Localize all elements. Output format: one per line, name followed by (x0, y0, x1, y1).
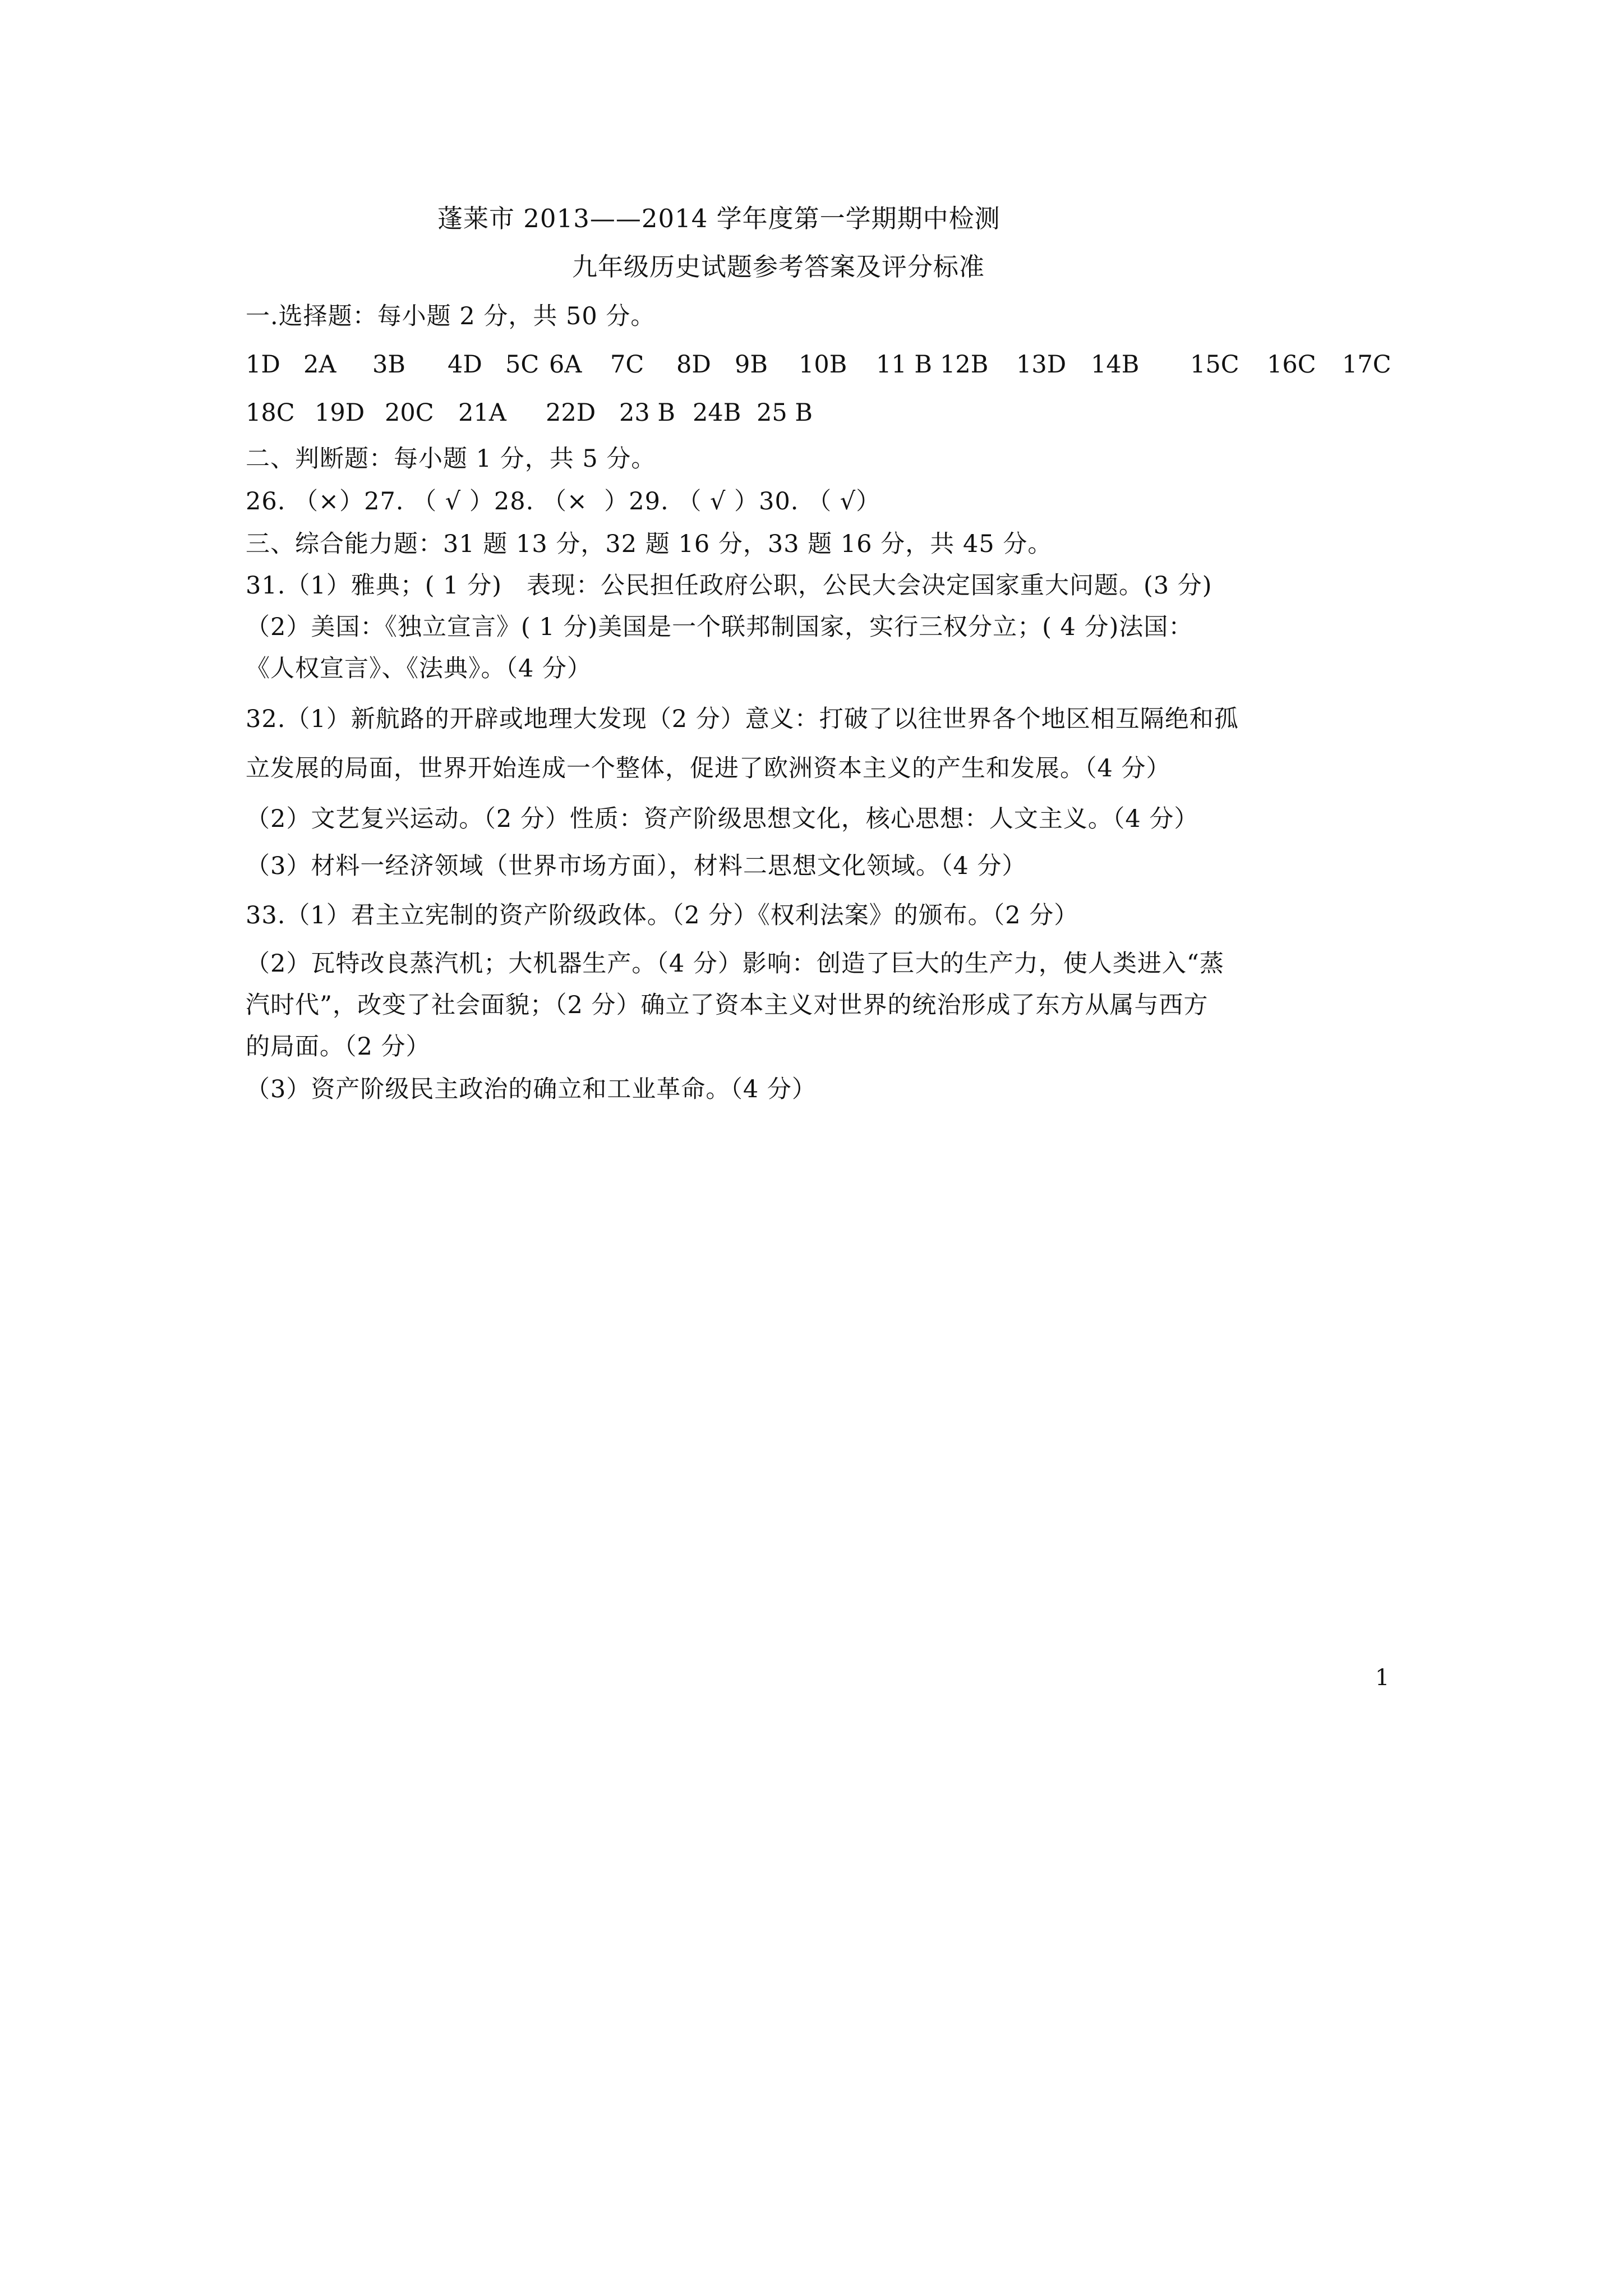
choice-answer: 3B (372, 351, 405, 379)
choice-answer: 17C (1342, 351, 1391, 379)
judgment-answers: 26. （×）27. （ √ ）28. （× ）29. （ √ ）30. （ √） (246, 487, 881, 516)
choice-answer: 21A (458, 399, 506, 427)
answer-line: （2）瓦特改良蒸汽机；大机器生产。（4 分）影响：创造了巨大的生产力，使人类进入“蒸 (246, 950, 1224, 978)
choice-answer: 19D (315, 399, 365, 427)
choice-answer: 1D (246, 351, 280, 379)
choice-answer: 9B (735, 351, 768, 379)
choice-answer: 16C (1267, 351, 1316, 379)
choice-answer: 8D (676, 351, 711, 379)
answer-line: 31.（1）雅典；( 1 分) 表现：公民担任政府公职，公民大会决定国家重大问题。(3 分) (246, 572, 1212, 600)
choice-answer: 18C (246, 399, 295, 427)
choice-answer: 5C (505, 351, 540, 379)
answer-line: （3）材料一经济领域（世界市场方面），材料二思想文化领域。（4 分） (246, 852, 1027, 880)
choice-answer: 2A (303, 351, 336, 379)
choice-answer: 23 B (619, 399, 675, 427)
answer-line: 的局面。（2 分） (246, 1033, 431, 1061)
page-number: 1 (1375, 1665, 1390, 1691)
choice-answer: 22D (546, 399, 596, 427)
choice-answer: 24B (693, 399, 741, 427)
answer-line: 立发展的局面，世界开始连成一个整体，促进了欧洲资本主义的产生和发展。（4 分） (246, 754, 1171, 783)
choice-answer: 20C (385, 399, 434, 427)
answer-line: 《人权宣言》、《法典》。（4 分） (246, 655, 592, 683)
answer-line: 32.（1）新航路的开辟或地理大发现（2 分）意义：打破了以往世界各个地区相互隔绝和孤 (246, 705, 1239, 733)
choice-answer: 12B (940, 351, 989, 379)
choice-answer: 14B (1091, 351, 1140, 379)
answer-line: 33.（1）君主立宪制的资产阶级政体。（2 分）《权利法案》的颁布。（2 分） (246, 901, 1079, 930)
answer-line: （3）资产阶级民主政治的确立和工业革命。（4 分） (246, 1075, 817, 1103)
choice-answer: 10B (799, 351, 847, 379)
choice-answer: 6A (549, 351, 582, 379)
document-subtitle: 九年级历史试题参考答案及评分标准 (572, 252, 985, 282)
document-title: 蓬莱市 2013——2014 学年度第一学期期中检测 (437, 204, 1000, 233)
section1-heading: 一.选择题：每小题 2 分，共 50 分。 (246, 302, 656, 330)
choice-answer: 15C (1190, 351, 1239, 379)
section2-heading: 二、判断题：每小题 1 分，共 5 分。 (246, 445, 656, 473)
choice-answer: 4D (448, 351, 482, 379)
choice-answers-row2 (246, 397, 813, 429)
choice-answer: 25 B (757, 399, 813, 427)
choice-answer: 7C (610, 351, 644, 379)
choice-answer: 13D (1016, 351, 1067, 379)
answer-line: 汽时代”，改变了社会面貌；（2 分）确立了资本主义对世界的统治形成了东方从属与西方 (246, 991, 1209, 1019)
choice-answer: 11 B (876, 351, 932, 379)
section3-heading: 三、综合能力题：31 题 13 分，32 题 16 分，33 题 16 分，共 45 分。 (246, 530, 1053, 558)
answer-line: （2）美国：《独立宣言》( 1 分)美国是一个联邦制国家，实行三权分立；( 4 分)法国： (246, 613, 1193, 641)
choice-answers-row1 (246, 349, 1393, 380)
answer-line: （2）文艺复兴运动。（2 分）性质：资产阶级思想文化，核心思想：人文主义。（4 分） (246, 805, 1199, 833)
